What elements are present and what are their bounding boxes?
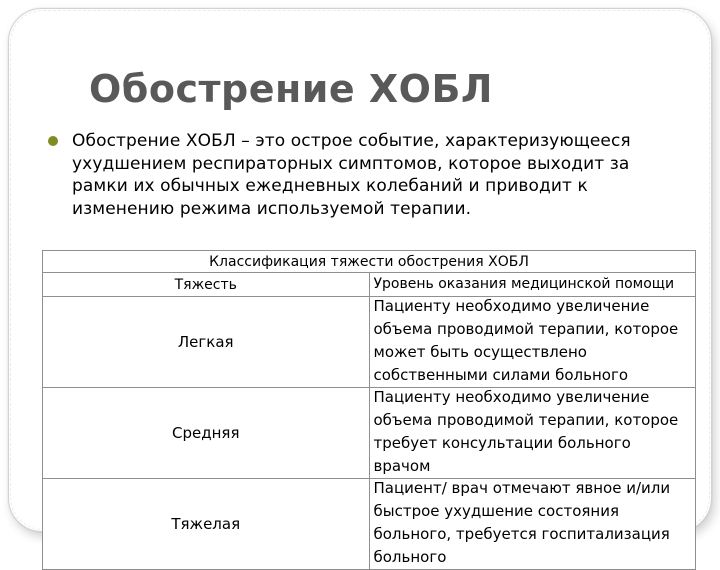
- table-row-moderate: [43, 388, 696, 479]
- care-level-header: Уровень оказания медицинской помощи: [369, 273, 696, 297]
- severity-header: Тяжесть: [43, 273, 370, 297]
- table-caption: Классификация тяжести обострения ХОБЛ: [43, 251, 696, 273]
- description-moderate: [369, 388, 696, 479]
- severity-severe: Тяжелая: [43, 479, 370, 570]
- description-mild: [369, 297, 696, 388]
- description-severe-text: Пациент/ врач отмечают явное и/или быстрое ухудшение состояния больного, требуется госпитализация больного: [373, 479, 671, 566]
- slide-card: [8, 8, 712, 566]
- description-mild-text: Пациенту необходимо увеличение объема проводимой терапии, которое может быть осуществлено собственными силами больного: [373, 297, 679, 384]
- table-header-row: [43, 273, 696, 297]
- slide-title: Обострение ХОБЛ: [89, 67, 493, 111]
- bullet-icon: [48, 136, 58, 146]
- table-caption-row: [43, 251, 696, 273]
- severity-moderate: Средняя: [43, 388, 370, 479]
- definition-text: Обострение ХОБЛ – это острое событие, характеризующееся ухудшением респираторных симптомов, которое выходит за рамки их обычных ежедневных колебаний и приводит к изменению режима используемой терапии.: [72, 131, 631, 219]
- description-severe: [369, 479, 696, 570]
- severity-classification-table: [42, 250, 696, 570]
- description-moderate-text: Пациенту необходимо увеличение объема проводимой терапии, которое требует консультации больного врачом: [373, 388, 679, 475]
- table-row-mild: [43, 297, 696, 388]
- severity-mild: Легкая: [43, 297, 370, 388]
- table-row-severe: [43, 479, 696, 570]
